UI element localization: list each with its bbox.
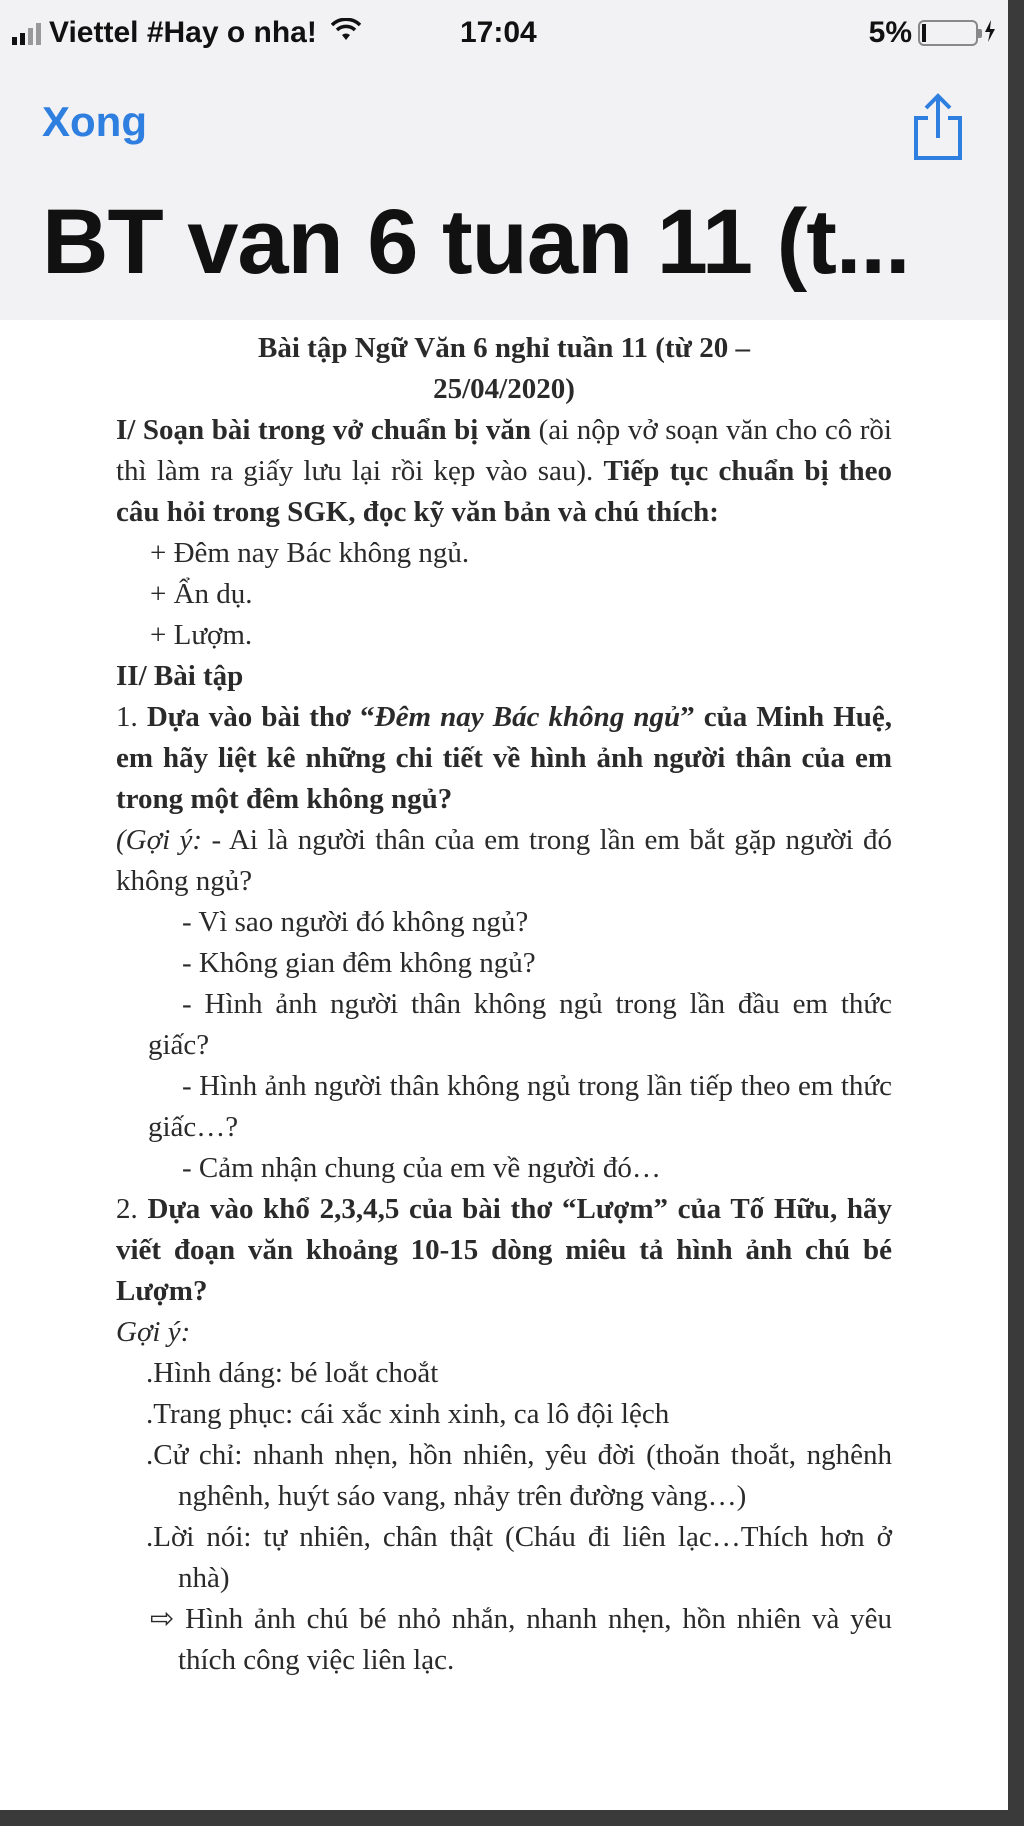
q1-hint-first: - Ai là người thân của em trong lần em bắt gặp người đó không ngủ? xyxy=(116,824,892,897)
q2-text: Dựa vào khổ 2,3,4,5 của bài thơ “Lượm” của Tố Hữu, hãy viết đoạn văn khoảng 10-15 dòng miêu tả hình ảnh chú bé Lượm? xyxy=(116,1193,892,1307)
question-1 xyxy=(116,697,892,820)
q1-hint-item: - Không gian đêm không ngủ? xyxy=(182,947,536,979)
document-content xyxy=(116,328,892,1681)
q2-hint-label: Gợi ý: xyxy=(116,1316,191,1348)
q1-hint-item: - Hình ảnh người thân không ngủ trong lần tiếp theo em thức giấc…? xyxy=(148,1070,892,1143)
q1-number: 1. xyxy=(116,701,138,733)
q1-text-b: ” của Minh Huệ, em hãy liệt kê những chi tiết về hình ảnh người thân của em trong một đêm không ngủ? xyxy=(116,701,892,815)
q1-poem-title: Đêm nay Bác không ngủ xyxy=(374,701,681,733)
share-icon[interactable] xyxy=(910,92,966,164)
carrier xyxy=(12,16,361,50)
part1-note: (ai nộp vở soạn văn cho cô rồi thì làm ra giấy lưu lại rồi kẹp vào sau). xyxy=(116,414,892,487)
question-2 xyxy=(116,1189,892,1312)
wifi-icon xyxy=(331,16,361,50)
q1-hint-item: - Hình ảnh người thân không ngủ trong lần đầu em thức giấc? xyxy=(148,988,892,1061)
q2-conclusion: ⇨ Hình ảnh chú bé nhỏ nhắn, nhanh nhẹn, hồn nhiên và yêu thích công việc liên lạc. xyxy=(150,1603,892,1676)
charging-icon xyxy=(984,16,996,50)
battery-icon xyxy=(918,20,978,46)
list-item: + Đêm nay Bác không ngủ. xyxy=(150,537,470,569)
part1-paragraph xyxy=(116,410,892,533)
viewer-header xyxy=(0,70,1008,320)
part2-heading: II/ Bài tập xyxy=(116,660,244,692)
done-button[interactable]: Xong xyxy=(42,98,147,145)
q1-text-a: Dựa vào bài thơ “ xyxy=(146,701,375,733)
status-bar xyxy=(0,0,1008,70)
q2-hint-item: .Lời nói: tự nhiên, chân thật (Cháu đi liên lạc…Thích hơn ở nhà) xyxy=(146,1521,892,1594)
q2-hint-item: .Cử chỉ: nhanh nhẹn, hồn nhiên, yêu đời (thoăn thoắt, nghênh nghênh, huýt sáo vang, nhảy trên đường vàng…) xyxy=(146,1439,892,1512)
clock: 17:04 xyxy=(460,16,537,49)
doc-heading-line2: 25/04/2020) xyxy=(433,373,575,405)
q1-hint xyxy=(116,820,892,902)
part1-heading: I/ Soạn bài trong vở chuẩn bị văn xyxy=(116,414,532,446)
q1-hint-item: - Cảm nhận chung của em về người đó… xyxy=(182,1152,661,1184)
q1-hint-label: (Gợi ý: xyxy=(116,824,203,856)
document-title: BT van 6 tuan 11 (t... xyxy=(42,191,910,293)
q1-hint-item: - Vì sao người đó không ngủ? xyxy=(182,906,529,938)
part1-instruction: Tiếp tục chuẩn bị theo câu hỏi trong SGK, đọc kỹ văn bản và chú thích: xyxy=(116,455,892,528)
q2-number: 2. xyxy=(116,1193,138,1225)
battery-status xyxy=(869,16,996,50)
q2-hint-item: .Hình dáng: bé loắt choắt xyxy=(146,1357,439,1389)
doc-heading-line1: Bài tập Ngữ Văn 6 nghỉ tuần 11 (từ 20 – xyxy=(258,332,750,364)
signal-icon xyxy=(12,21,41,45)
carrier-name: Viettel #Hay o nha! xyxy=(49,16,317,49)
list-item: + Ẩn dụ. xyxy=(150,578,253,610)
q2-hint-item: .Trang phục: cái xắc xinh xinh, ca lô đội lệch xyxy=(146,1398,670,1430)
list-item: + Lượm. xyxy=(150,619,253,651)
battery-percent: 5% xyxy=(868,16,912,49)
